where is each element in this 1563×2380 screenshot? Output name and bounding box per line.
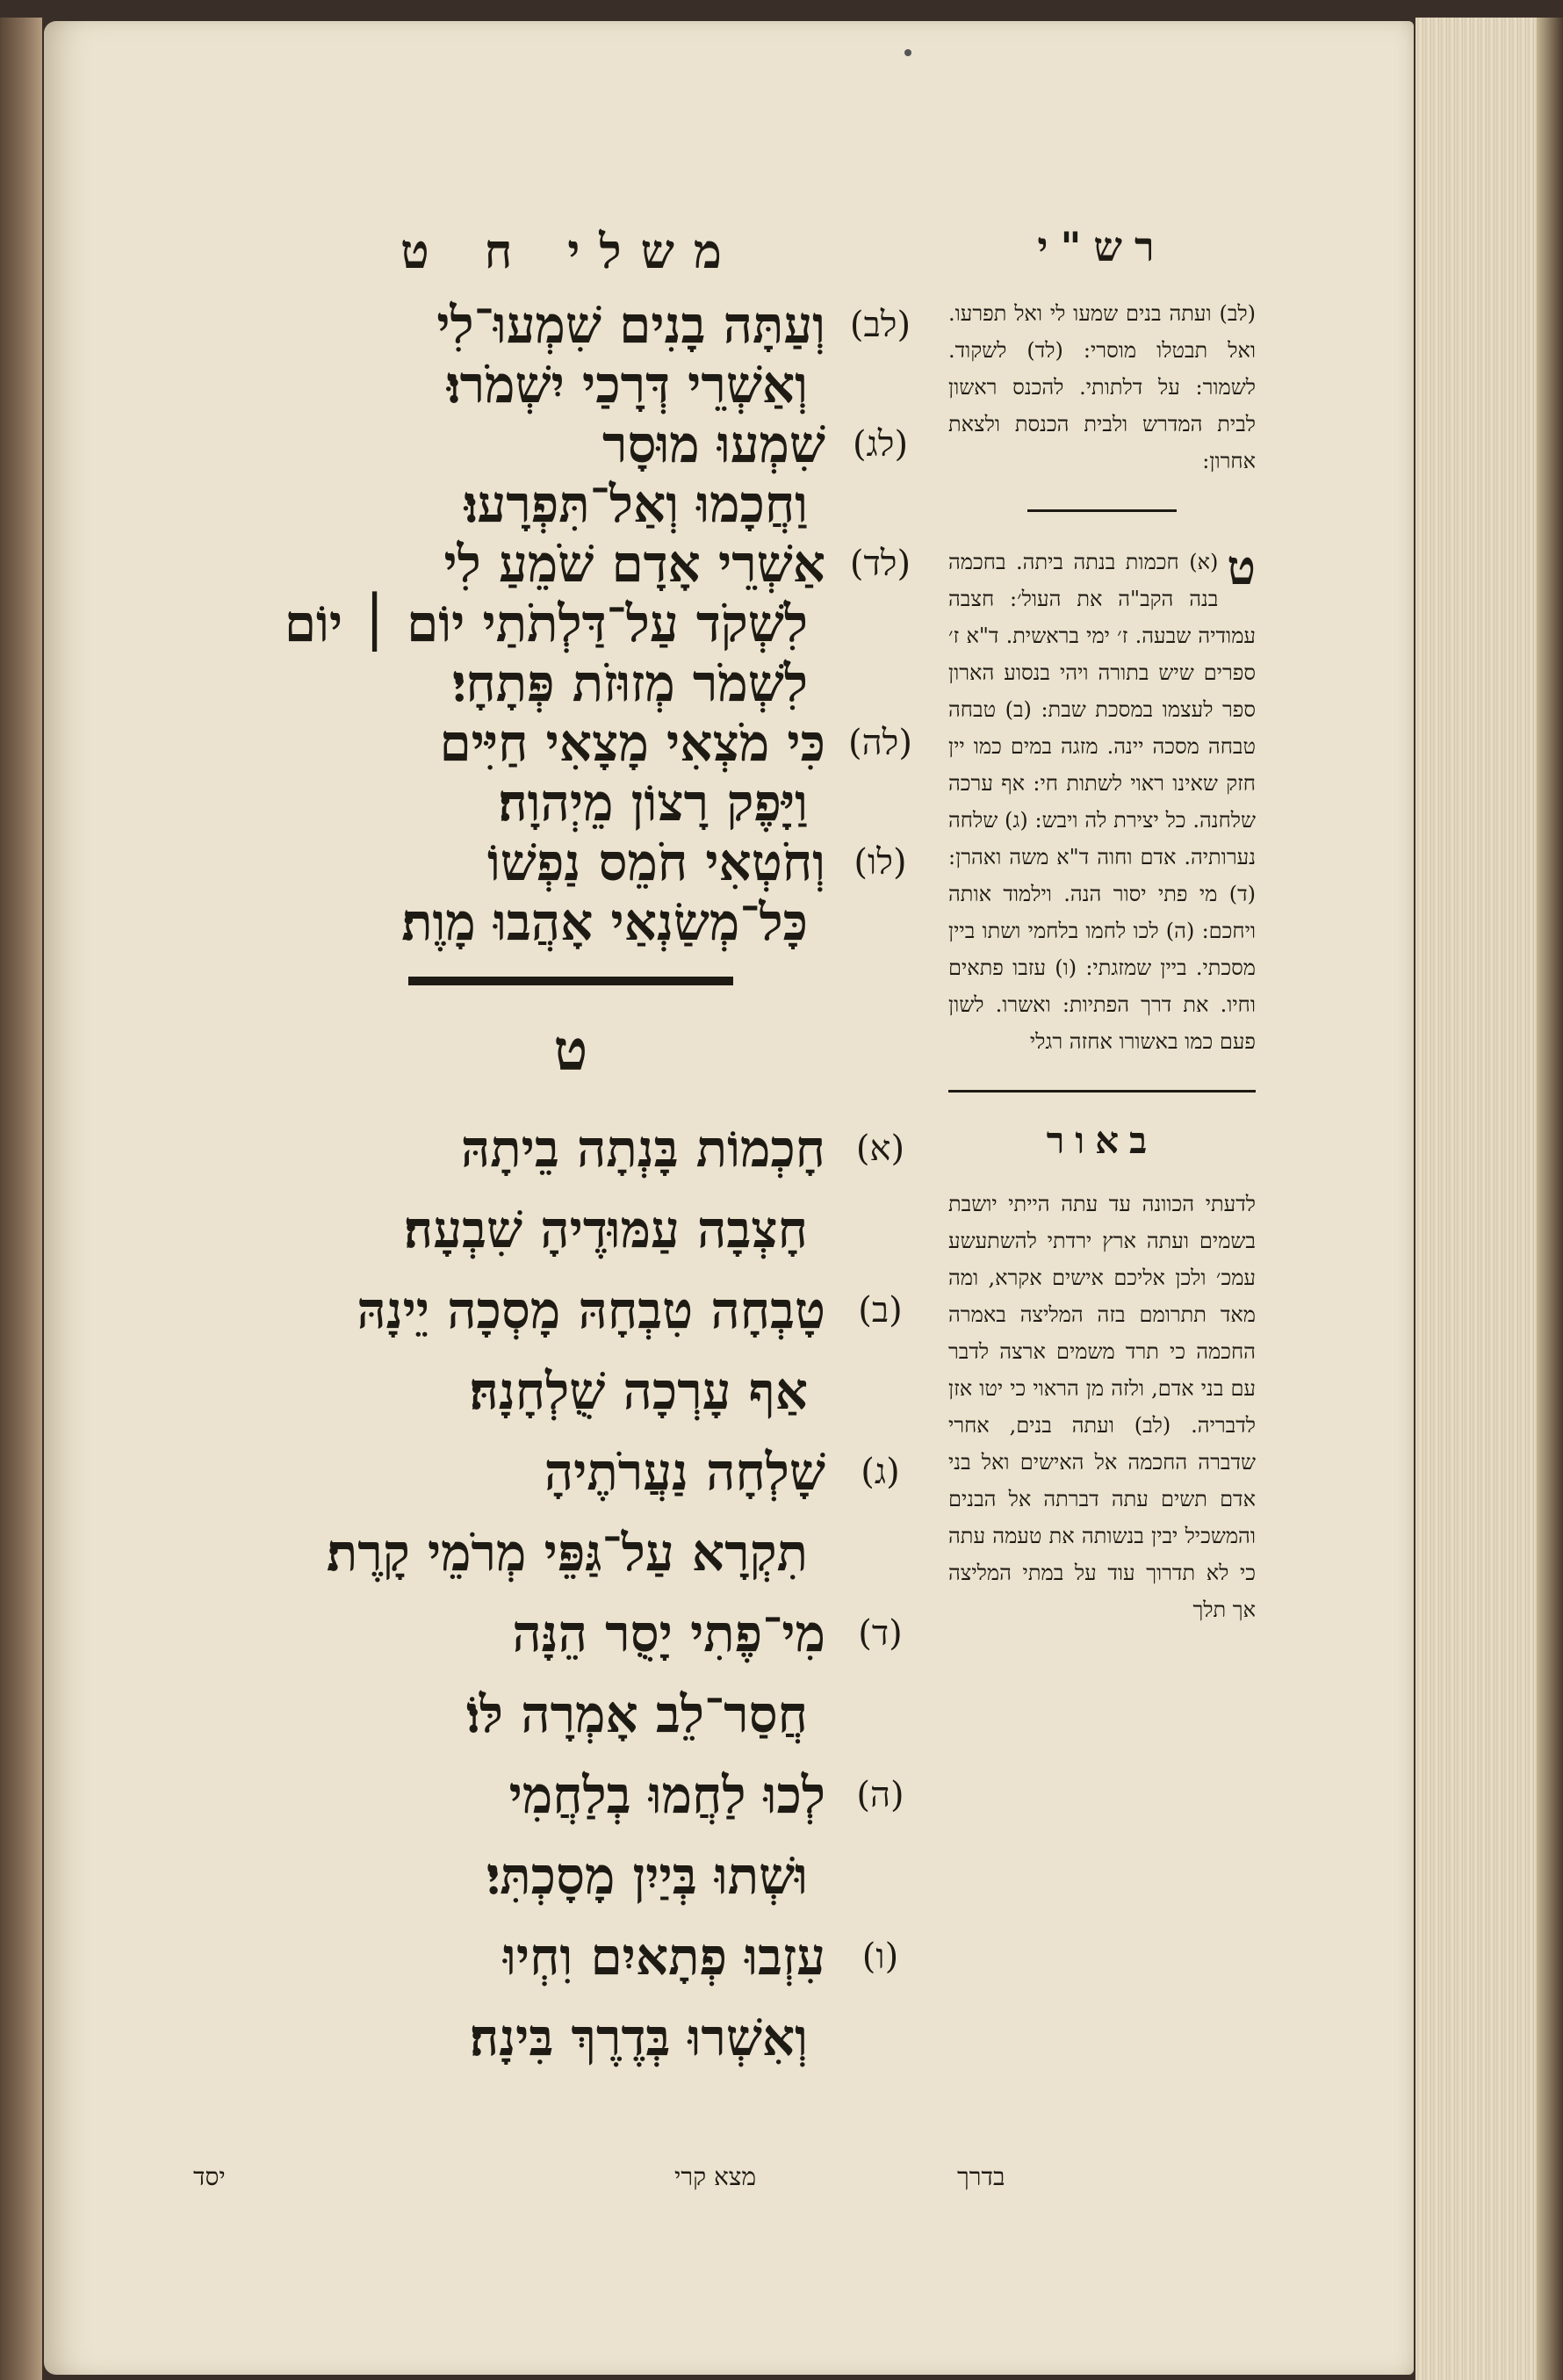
verse-text: וַיָּפֶק רָצוֹן מֵיְהוָה׃ bbox=[498, 773, 808, 833]
commentary-chapter-letter: ט bbox=[1227, 539, 1256, 595]
verse-line bbox=[220, 653, 922, 713]
verse-line bbox=[220, 1351, 922, 1432]
verse-line bbox=[220, 1108, 922, 1189]
verse-line bbox=[220, 534, 922, 594]
verse-text: אַף עָרְכָה שֻׁלְחָנָהּ׃ bbox=[469, 1361, 808, 1421]
page-title: משלי ח ט bbox=[400, 223, 741, 279]
verse-number: (ה) bbox=[856, 1775, 904, 1815]
verse-line bbox=[220, 1432, 922, 1512]
section-divider bbox=[408, 977, 733, 985]
verse-text: לִשְׁקֹד עַל־דַּלְתֹתַי יוֹם ׀ יוֹם bbox=[284, 594, 808, 653]
verse-text: כָּל־מְשַׂנְאַי אָהֲבוּ מָוֶת׃ bbox=[401, 892, 808, 952]
verse-text: טָבְחָה טִבְחָהּ מָסְכָה יֵינָהּ bbox=[357, 1280, 825, 1340]
verse-number: (לג) bbox=[852, 424, 909, 465]
verse-line bbox=[220, 1189, 922, 1270]
verse-text: תִקְרָא עַל־גַּפֵּי מְרֹמֵי קָרֶת׃ bbox=[326, 1523, 808, 1583]
book-page-edges bbox=[1415, 18, 1563, 2380]
verse-line bbox=[220, 892, 922, 952]
verse-number: (לו) bbox=[854, 842, 907, 883]
verse-line bbox=[220, 1674, 922, 1755]
commentary-subtitle: באור bbox=[1046, 1119, 1158, 1162]
verse-number: (לה) bbox=[848, 723, 912, 763]
verse-number: (לב) bbox=[849, 305, 911, 345]
verse-text: כִּי מֹצְאִי מָצָאִי חַיִּים bbox=[439, 713, 825, 773]
verse-line bbox=[220, 1916, 922, 1997]
catchword-commentary: בדרך bbox=[957, 2162, 1005, 2191]
verse-text: וְעַתָּה בָנִים שִׁמְעוּ־לִי bbox=[436, 295, 825, 355]
commentary-column bbox=[948, 223, 1256, 1628]
left-page-edge bbox=[0, 18, 42, 2380]
verse-number: (ו) bbox=[861, 1936, 899, 1977]
verse-number: (ב) bbox=[858, 1290, 903, 1331]
commentary-block: (א) חכמות בנתה ביתה. בחכמה בנה הקב"ה את העול׳: חצבה עמודיה שבעה. ז׳ ימי בראשית. ד"א ז׳ ספרים שיש בתורה ויהי בנסוע הארון ספר לעצמו במסכת שבת: (ב) טבחה טבחה מסכה יינה. מזגה במים כמו יין חזק שאינו ראוי לשתות חי: אף ערכה שלחנה. כל יצירת לה ויבש: (ג) שלחה נערותיה. אדם וחוה ד"א משה ואהרן: (ד) מי פתי יסור הנה. וילמוד אותה ויחכם: (ה) לכו לחמו בלחמי ושתו ביין מסכתי. ביין שמזגתי: (ו) עזבו פתאים וחיו. את דרך הפתיות: ואשרו. לשון פעם כמו באשורו אחזה רגלי bbox=[948, 550, 1256, 1054]
verse-line bbox=[220, 474, 922, 534]
verse-text: שִׁמְעוּ מוּסָר bbox=[601, 415, 825, 474]
verse-text: וְאִשְׁרוּ בְּדֶרֶךְ בִּינָה׃ bbox=[469, 2008, 808, 2067]
catchword-main: מצא קרי bbox=[674, 2162, 757, 2191]
chapter-heading: ט bbox=[553, 1018, 588, 1084]
verse-text: לִשְׁמֹר מְזוּזֹת פְּתָחָי׃ bbox=[452, 653, 808, 713]
verse-line bbox=[220, 1593, 922, 1674]
verse-line bbox=[220, 1512, 922, 1593]
verse-line bbox=[220, 594, 922, 653]
verse-text: חֲסַר־לֵב אָמְרָה לּוֹ׃ bbox=[466, 1684, 808, 1744]
verse-line bbox=[220, 1997, 922, 2078]
verse-text: וּשְׁתוּ בְּיַיִן מָסָכְתִּי׃ bbox=[486, 1846, 808, 1906]
verse-text: שָׁלְחָה נַעֲרֹתֶיהָ bbox=[544, 1442, 825, 1502]
commentary-divider bbox=[1027, 509, 1177, 512]
main-text-column bbox=[220, 223, 922, 2078]
commentary-chapter-block bbox=[948, 539, 1256, 1060]
verse-number: (ג) bbox=[861, 1452, 900, 1492]
verse-number: (ד) bbox=[858, 1613, 903, 1654]
verse-line bbox=[220, 773, 922, 833]
commentary-title: רש"י bbox=[1037, 223, 1167, 270]
verse-text: עִזְבוּ פְתָאיִם וִחְיוּ bbox=[503, 1927, 825, 1987]
book-page bbox=[44, 21, 1414, 2375]
verse-text: חָצְבָה עַמּוּדֶיהָ שִׁבְעָה׃ bbox=[403, 1200, 808, 1259]
signature-mark: יסד bbox=[193, 2162, 226, 2191]
commentary-block: לדעתי הכוונה עד עתה הייתי יושבת בשמים ועתה ארץ ירדתי להשתעשע עמכ׳ ולכן אליכם אישים אקרא, ומה מאד תתרומם בזה המליצה באמרה החכמה כי תרד משמים ארצה לדבר עם בני אדם, ולזה מן הראוי כי יטו אזן לדבריה. (לב) ועתה בנים, אחרי שדברה החכמה אל האישים ואל בני אדם תשים עתה דברתה אל הבנים והמשכיל יבין בנשותה את טעמה עתה כי לא תדרוך עוד על במתי המליצה אך תלך bbox=[948, 1192, 1256, 1622]
verse-text: מִי־פֶתִי יָסֻר הֵנָּה bbox=[512, 1604, 825, 1663]
verse-line bbox=[220, 713, 922, 773]
commentary-divider bbox=[948, 1090, 1256, 1093]
verse-line bbox=[220, 415, 922, 474]
verse-number: (לד) bbox=[849, 544, 911, 584]
verse-line bbox=[220, 833, 922, 892]
verse-text: וַחֲכָמוּ וְאַל־תִּפְרָעוּ׃ bbox=[464, 474, 808, 534]
verse-line bbox=[220, 1755, 922, 1835]
verse-line bbox=[220, 295, 922, 355]
verse-text: וְחֹטְאִי חֹמֵס נַפְשׁוֹ bbox=[486, 833, 825, 892]
verse-text: חָכְמוֹת בָּנְתָה בֵיתָהּ bbox=[460, 1119, 825, 1179]
commentary-block: (לב) ועתה בנים שמעו לי ואל תפרעו. ואל תבטלו מוסרי: (לד) לשקוד. לשמור: על דלתותי. להכנס ראשון לבית המדרש ולבית הכנסת ולצאת אחרון: bbox=[948, 301, 1256, 473]
verse-line bbox=[220, 355, 922, 415]
verse-line bbox=[220, 1270, 922, 1351]
verse-text: לְכוּ לַחֲמוּ בְלַחֲמִי bbox=[508, 1765, 825, 1825]
verse-number: (א) bbox=[855, 1129, 905, 1169]
verse-text: אַשְׁרֵי אָדָם שֹׁמֵעַ לִי bbox=[443, 534, 825, 594]
verse-line bbox=[220, 1835, 922, 1916]
verse-text: וְאַשְׁרֵי דְּרָכַי יִשְׁמֹרוּ׃ bbox=[446, 355, 808, 415]
page-mark bbox=[904, 49, 911, 56]
